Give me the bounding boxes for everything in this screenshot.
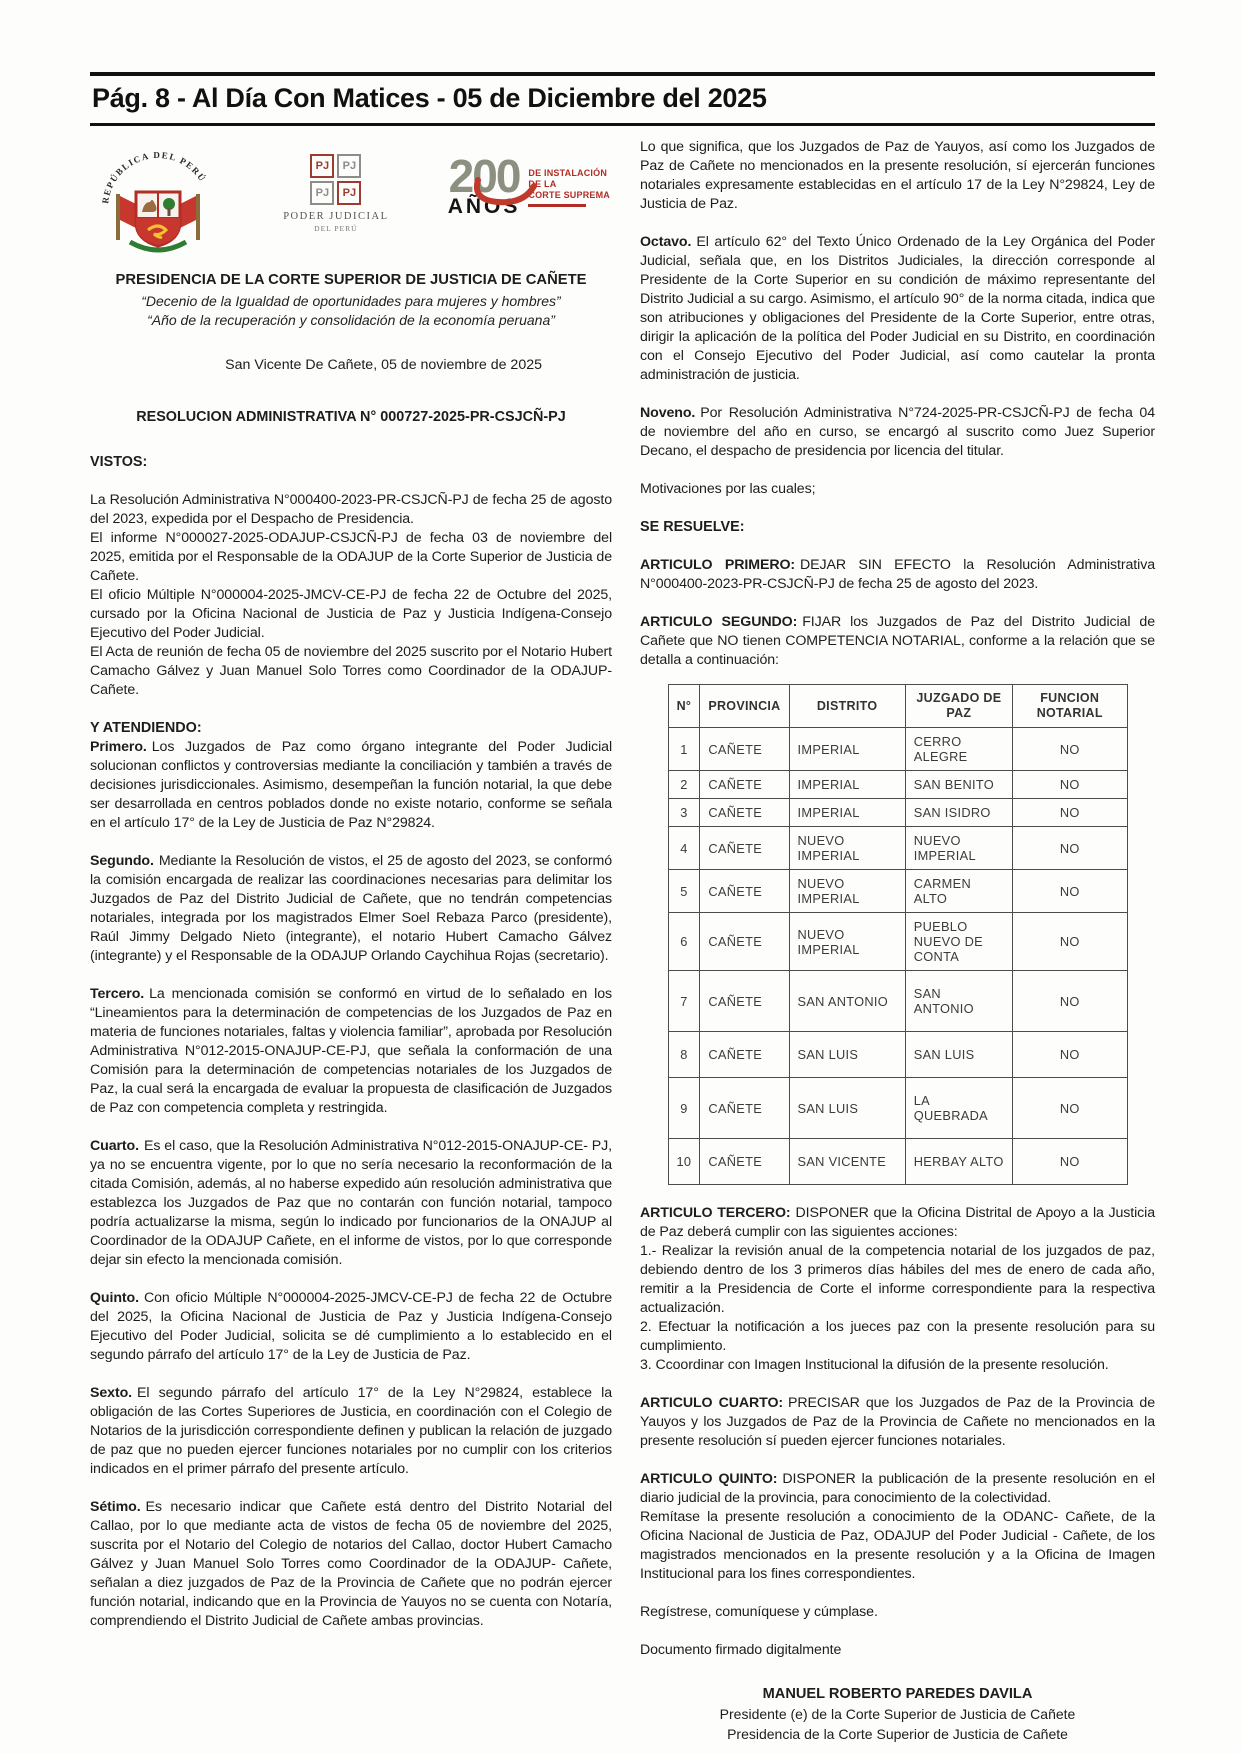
table-row — [668, 1032, 1127, 1078]
paragraph-lead: Segundo. — [90, 853, 154, 869]
vistos-item: El informe N°000027-2025-ODAJUP-CSJCÑ-PJ de fecha 03 de noviembre del 2025, emitida por el Responsable de la ODAJUP de la Corte Superior de Justicia de Cañete. — [90, 530, 612, 584]
table-cell: CERRO ALEGRE — [905, 728, 1012, 771]
table-cell: NO — [1012, 1139, 1127, 1185]
motto-line-1: “Decenio de la Igualdad de oportunidades para mujeres y hombres” — [141, 293, 561, 309]
paragraph-sexto — [90, 1384, 612, 1479]
table-cell: CAÑETE — [700, 827, 789, 870]
table-row — [668, 771, 1127, 799]
table-cell: SAN ISIDRO — [905, 799, 1012, 827]
pj-tile: PJ — [310, 181, 334, 205]
col-header-numero: N° — [668, 685, 700, 728]
articulo-quinto — [640, 1470, 1155, 1508]
peru-coat-of-arms-logo — [92, 146, 224, 258]
poder-judicial-monogram — [310, 154, 361, 205]
articulo-cuarto — [640, 1394, 1155, 1451]
motto-line-2: “Año de la recuperación y consolidación de la economía peruana” — [147, 312, 555, 328]
table-cell: 8 — [668, 1032, 700, 1078]
table-cell: CAÑETE — [700, 799, 789, 827]
paragraph-quinto — [90, 1289, 612, 1365]
table-cell: PUEBLO NUEVO DE CONTA — [905, 913, 1012, 971]
articulo-primero — [640, 556, 1155, 594]
vistos-item: La Resolución Administrativa N°000400-2023-PR-CSJCÑ-PJ de fecha 25 de agosto del 2023, expedida por el Despacho de Presidencia. — [90, 492, 612, 527]
table-cell: NO — [1012, 827, 1127, 870]
article-lead: ARTICULO SEGUNDO: — [640, 614, 798, 630]
table-cell: NO — [1012, 799, 1127, 827]
paragraph-segundo — [90, 852, 612, 966]
signature-name: MANUEL ROBERTO PAREDES DAVILA — [762, 1686, 1033, 1702]
table-cell: NO — [1012, 1032, 1127, 1078]
article-lead: ARTICULO TERCERO: — [640, 1205, 791, 1221]
bicentennial-200: 200 AÑOS — [448, 156, 521, 218]
paragraph-intro: Lo que significa, que los Juzgados de Paz de Yauyos, así como los Juzgados de Paz de Cañete no mencionados en la presente resolución, sí ejercerán funciones notariales expresamente establecidas en el artículo 17 de la Ley N°29824, Ley de Justicia de Paz. — [640, 139, 1155, 212]
table-cell: SAN ANTONIO — [905, 971, 1012, 1032]
paragraph-lead: Tercero. — [90, 986, 145, 1002]
article-text: DISPONER la publicación de la presente resolución en el diario judicial de la provincia, para conocimiento de la colectividad. — [640, 1471, 1155, 1506]
paragraph-lead: Cuarto. — [90, 1138, 139, 1154]
article-lead: ARTICULO QUINTO: — [640, 1471, 778, 1487]
red-swoosh-icon — [470, 174, 540, 208]
poder-judicial-logo — [283, 154, 388, 233]
article-text: FIJAR los Juzgados de Paz del Distrito Judicial de Cañete que NO tienen COMPETENCIA NOTARIAL, conforme a la relación que se detalla a continuación: — [640, 614, 1155, 668]
table-row — [668, 1078, 1127, 1139]
paragraph-text: Por Resolución Administrativa N°724-2025-PR-CSJCÑ-PJ de fecha 04 de noviembre del año en curso, se encargó al suscrito como Juez Superior Decano, el despacho de presidencia por licencia del titular. — [640, 405, 1155, 459]
paragraph-text: La mencionada comisión se conformó en virtud de lo señalado en los “Lineamientos para la determinación de competencias de los Juzgados de Paz en materia de funciones notariales, faltas y violencia familiar”, aprobada por Resolución Administrativa N°012-2015-ONAJUP-CE-PJ, que señala la conformación de una Comisión para la determinación de competencias notariales de los Juzgados de Paz, la cual será la encargada de evaluar la propuesta de clasificación de Juzgados de Paz con competencia completa y restringida. — [90, 986, 612, 1116]
table-row — [668, 799, 1127, 827]
table-cell: 9 — [668, 1078, 700, 1139]
table-header-row — [668, 685, 1127, 728]
articulo-tercero-block — [640, 1204, 1155, 1375]
two-column-layout — [90, 138, 1155, 1744]
se-resuelve-heading: SE RESUELVE: — [640, 519, 745, 535]
paragraph-noveno — [640, 404, 1155, 461]
signature-block — [640, 1684, 1155, 1744]
bicentennial-logo — [447, 150, 610, 218]
left-column — [90, 138, 612, 1744]
table-row — [668, 728, 1127, 771]
pj-tile: PJ — [337, 154, 361, 178]
table-cell: IMPERIAL — [789, 728, 905, 771]
table-cell: 4 — [668, 827, 700, 870]
table-cell: NO — [1012, 870, 1127, 913]
paragraph-cuarto — [90, 1137, 612, 1270]
table-cell: LA QUEBRADA — [905, 1078, 1012, 1139]
poder-judicial-name: PODER JUDICIAL — [283, 211, 389, 222]
table-cell: CAÑETE — [700, 913, 789, 971]
table-row — [668, 827, 1127, 870]
table-cell: NO — [1012, 771, 1127, 799]
paragraph-lead: Sexto. — [90, 1385, 132, 1401]
table-cell: CAÑETE — [700, 1139, 789, 1185]
table-cell: CAÑETE — [700, 971, 789, 1032]
pj-tile: PJ — [310, 154, 334, 178]
competencia-notarial-table — [668, 684, 1128, 1185]
article-lead: ARTICULO CUARTO: — [640, 1395, 784, 1411]
paragraph-lead: Quinto. — [90, 1290, 139, 1306]
article-text: PRECISAR que los Juzgados de Paz de la Provincia de Yauyos y los Juzgados de Paz de la Provincia de Cañete no mencionados en la presente resolución sí pueden ejercer funciones notariales. — [640, 1395, 1155, 1449]
paragraph-text: El segundo párrafo del artículo 17° de la Ley N°29824, establece la obligación de las Cortes Superiores de Justicia, en coordinación con el Colegio de Notarios de la jurisdicción correspondiente definen y publican la relación de juzgado de paz que no pueden ejercer funciones notariales por no cumplir con los criterios indicados en el primer párrafo del presente artículo. — [90, 1385, 612, 1477]
table-cell: CAÑETE — [700, 1078, 789, 1139]
atendiendo-heading: Y ATENDIENDO: — [90, 720, 202, 736]
registrese-line: Regístrese, comuníquese y cúmplase. — [640, 1604, 878, 1620]
table-cell: 10 — [668, 1139, 700, 1185]
masthead: Pág. 8 - Al Día Con Matices - 05 de Diciembre del 2025 — [92, 83, 767, 113]
vistos-item: El Acta de reunión de fecha 05 de noviembre del 2025 suscrito por el Notario Hubert Camacho Gálvez y Juan Manuel Solo Torres como Coordinador de la ODAJUP-Cañete. — [90, 644, 612, 698]
articulo-quinto-remitase: Remítase la presente resolución a conocimiento de la ODANC- Cañete, de la Oficina Nacional de Justicia de Paz, ODAJUP del Poder Judicial - Cañete, de los magistrados mencionados en la presente resolución y a la Oficina de Imagen Institucional para los fines correspondientes. — [640, 1509, 1155, 1582]
firmado-digitalmente-line: Documento firmado digitalmente — [640, 1642, 842, 1658]
table-cell: SAN LUIS — [789, 1078, 905, 1139]
table-cell: SAN ANTONIO — [789, 971, 905, 1032]
competencia-table-body — [668, 728, 1127, 1185]
masthead-rule-top — [90, 72, 1155, 76]
paragraph-text: Es el caso, que la Resolución Administrativa N°012-2015-ONAJUP-CE- PJ, ya no se encuentra vigente, por lo que no sería necesario la reconformación de la citada Comisión, además, al no haberse expedido aún resolución administrativa que establezca los Juzgados de Paz que no contarán con función notarial, tampoco podría actualizarse la misma, según lo indicado por funcionarios de la ONAJUP al Coordinador de la ODAJUP Cañete, en el informe de vistos, por lo que corresponde dejar sin efecto la mencionada comisión. — [90, 1138, 612, 1268]
resolution-title: RESOLUCION ADMINISTRATIVA N° 000727-2025-PR-CSJCÑ-PJ — [136, 409, 566, 425]
table-cell: NO — [1012, 1078, 1127, 1139]
letterhead-logos — [92, 144, 610, 256]
articulo-tercero-item: 3. Ccoordinar con Imagen Institucional la difusión de la presente resolución. — [640, 1357, 1109, 1373]
table-row — [668, 1139, 1127, 1185]
motivaciones-line: Motivaciones por las cuales; — [640, 481, 816, 497]
table-cell: CARMEN ALTO — [905, 870, 1012, 913]
paragraph-octavo — [640, 233, 1155, 385]
coat-arc-text: REPÚBLICA DEL PERÚ — [100, 149, 208, 205]
table-cell: CAÑETE — [700, 728, 789, 771]
articulo-quinto-block — [640, 1470, 1155, 1584]
paragraph-primero — [90, 738, 612, 833]
vistos-items — [90, 491, 612, 700]
signature-title-2: Presidencia de la Corte Superior de Justicia de Cañete — [727, 1726, 1068, 1742]
table-cell: IMPERIAL — [789, 771, 905, 799]
articulo-tercero — [640, 1204, 1155, 1242]
vistos-item: El oficio Múltiple N°000004-2025-JMCV-CE-PJ de fecha 22 de Octubre del 2025, cursado por la Oficina Nacional de Justicia de Paz y Justicia Indígena-Consejo Ejecutivo del Poder Judicial. — [90, 587, 612, 641]
col-header-provincia: PROVINCIA — [700, 685, 789, 728]
article-lead: ARTICULO PRIMERO: — [640, 557, 796, 573]
table-cell: NO — [1012, 971, 1127, 1032]
col-header-funcion: FUNCION NOTARIAL — [1012, 685, 1127, 728]
table-cell: NUEVO IMPERIAL — [789, 913, 905, 971]
paragraph-lead: Octavo. — [640, 234, 692, 250]
articulo-segundo — [640, 613, 1155, 670]
bicentennial-caption: DE INSTALACIÓN DE LA CORTE SUPREMA — [528, 156, 610, 207]
articulo-tercero-item: 2. Efectuar la notificación a los jueces paz con la presente resolución para su cumplimiento. — [640, 1319, 1155, 1354]
paragraph-tercero — [90, 985, 612, 1118]
table-row — [668, 913, 1127, 971]
paragraph-text: Con oficio Múltiple N°000004-2025-JMCV-CE-PJ de fecha 22 de Octubre del 2025, la Oficina Nacional de Justicia de Paz y Justicia Indígena-Consejo Ejecutivo del Poder Judicial, solicita se dé cumplimiento a lo establecido en el segundo párrafo del artículo 17° de la Ley de Justicia de Paz. — [90, 1290, 612, 1363]
table-cell: 7 — [668, 971, 700, 1032]
col-header-distrito: DISTRITO — [789, 685, 905, 728]
table-cell: IMPERIAL — [789, 799, 905, 827]
dateline: San Vicente De Cañete, 05 de noviembre de 2025 — [225, 357, 542, 373]
paragraph-text: El artículo 62° del Texto Único Ordenado de la Ley Orgánica del Poder Judicial, señala que, en los Distritos Judiciales, la dirección corresponde al Presidente de la Corte Superior en su condición de máximo representante del Distrito Judicial a su cargo. Asimismo, el artículo 90° de la norma citada, indica que son atribuciones y obligaciones del Presidente de la Corte Superior, entre otras, dirigir la aplicación de la política del Poder Judicial en su Distrito, en coordinación con el Consejo Ejecutivo del Poder Judicial, así como cautelar la pronta administración de justicia. — [640, 234, 1155, 383]
paragraph-text: Los Juzgados de Paz como órgano integrante del Poder Judicial solucionan conflictos y controversias mediante la conciliación y también a través de decisiones jurisdiccionales. Asimismo, desempeñan la función notarial, la que debe ser desarrollada en centros poblados donde no existe notario, conforme se señala en el artículo 17° de la Ley de Justicia de Paz N°29824. — [90, 739, 612, 831]
table-row — [668, 971, 1127, 1032]
table-cell: CAÑETE — [700, 870, 789, 913]
paragraph-text: Es necesario indicar que Cañete está dentro del Distrito Notarial del Callao, por lo que mediante acta de vistos de fecha 05 de noviembre del 2025, suscrita por el Notario del Colegio de notarios del Callao, doctor Hubert Camacho Gálvez y Juan Manuel Solo Torres como Coordinador de la ODAJUP- Cañete, señalan a diez juzgados de Paz de la Provincia de Cañete que no podrán ejercer función notarial, indicando que en la Provincia de Yauyos no se cuenta con Notaría, comprendiendo el Distrito Judicial de Cañete ambas provincias. — [90, 1499, 612, 1629]
paragraph-lead: Primero. — [90, 739, 147, 755]
vistos-heading: VISTOS: — [90, 454, 148, 470]
table-cell: CAÑETE — [700, 771, 789, 799]
table-cell: 1 — [668, 728, 700, 771]
table-cell: 6 — [668, 913, 700, 971]
pj-tile: PJ — [337, 181, 361, 205]
masthead-rule-bottom — [90, 123, 1155, 126]
table-cell: NUEVO IMPERIAL — [905, 827, 1012, 870]
col-header-juzgado: JUZGADO DE PAZ — [905, 685, 1012, 728]
articulo-tercero-item: 1.- Realizar la revisión anual de la competencia notarial de los juzgados de paz, debiendo dentro de los 3 primeros días hábiles del mes de enero de cada año, remitir a la Presidencia de Corte el informe correspondiente para la respectiva actualización. — [640, 1243, 1155, 1316]
right-column — [640, 138, 1155, 1744]
poder-judicial-sub: DEL PERÚ — [314, 224, 358, 233]
table-cell: CAÑETE — [700, 1032, 789, 1078]
paragraph-text: Mediante la Resolución de vistos, el 25 de agosto del 2023, se conformó la comisión encargada de realizar las coordinaciones necesarias para delimitar los Juzgados de Paz del Distrito Judicial de Cañete, que no tendrán competencias notariales, integrada por los magistrados Elmer Soel Rebaza Parco (presidente), Raúl Jimmy Delgado Nieto (integrante), el notario Hubert Camacho Gálvez (integrante) y el Responsable de la ODAJUP Orlando Caychihua Rojas (secretario). — [90, 853, 612, 964]
signature-title-1: Presidente (e) de la Corte Superior de Justicia de Cañete — [719, 1706, 1076, 1722]
paragraph-setimo — [90, 1498, 612, 1631]
table-cell: NUEVO IMPERIAL — [789, 870, 905, 913]
table-cell: SAN LUIS — [789, 1032, 905, 1078]
paragraph-lead: Sétimo. — [90, 1499, 141, 1515]
table-cell: 2 — [668, 771, 700, 799]
table-cell: HERBAY ALTO — [905, 1139, 1012, 1185]
table-cell: NO — [1012, 913, 1127, 971]
table-row — [668, 870, 1127, 913]
paragraph-lead: Noveno. — [640, 405, 696, 421]
article-text: DISPONER que la Oficina Distrital de Apoyo a la Justicia de Paz deberá cumplir con las siguientes acciones: — [640, 1205, 1156, 1240]
article-text: DEJAR SIN EFECTO la Resolución Administrativa N°000400-2023-PR-CSJCÑ-PJ de fecha 25 de agosto del 2023. — [640, 557, 1155, 592]
table-cell: NUEVO IMPERIAL — [789, 827, 905, 870]
table-cell: 3 — [668, 799, 700, 827]
table-cell: SAN BENITO — [905, 771, 1012, 799]
table-cell: NO — [1012, 728, 1127, 771]
office-title: PRESIDENCIA DE LA CORTE SUPERIOR DE JUSTICIA DE CAÑETE — [115, 272, 587, 288]
table-cell: SAN LUIS — [905, 1032, 1012, 1078]
table-cell: 5 — [668, 870, 700, 913]
table-cell: SAN VICENTE — [789, 1139, 905, 1185]
